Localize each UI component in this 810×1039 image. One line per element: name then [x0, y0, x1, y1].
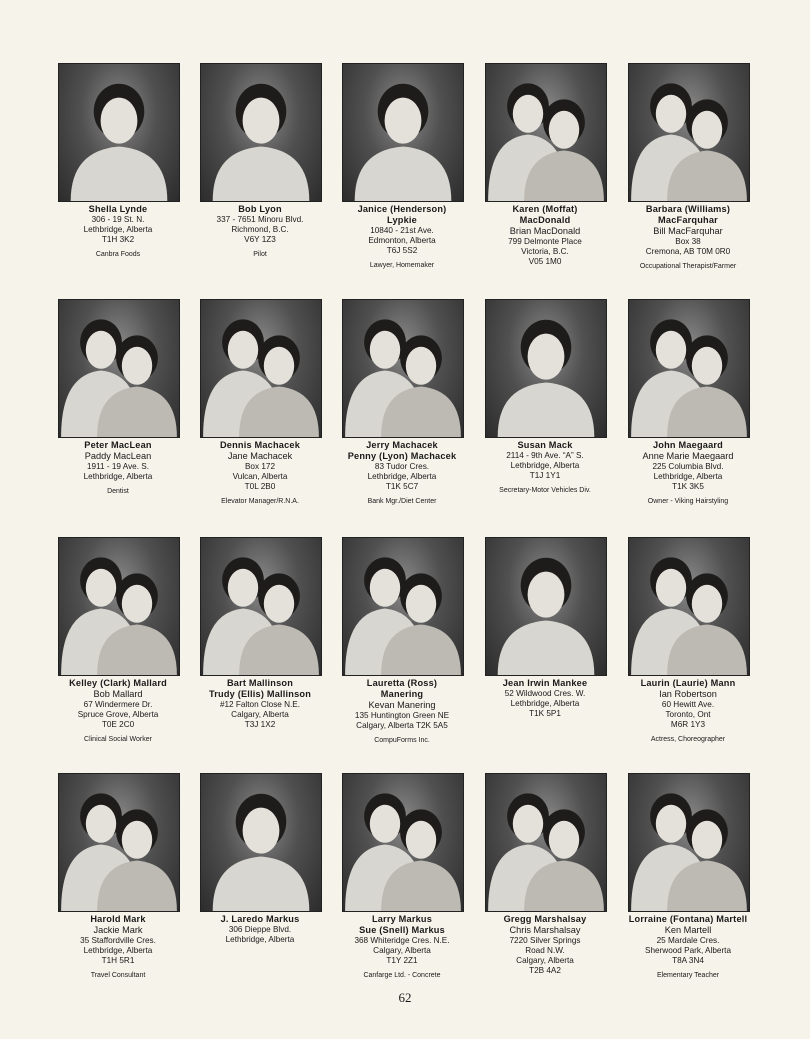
portrait-photo [58, 537, 180, 676]
address-line: Lethbridge, Alberta [83, 225, 153, 234]
portrait-photo [58, 63, 180, 202]
address-line: 2114 - 9th Ave. “A” S. [506, 451, 584, 460]
person-entry [613, 678, 763, 744]
person-entry [470, 678, 620, 719]
spouse-name: Paddy MacLean [84, 451, 152, 461]
portrait-photo [485, 537, 607, 676]
occupation: Elementary Teacher [656, 972, 720, 979]
portrait-photo [342, 63, 464, 202]
spouse-name: Kevan Manering [368, 700, 436, 710]
occupation: Lawyer, Homemaker [369, 262, 435, 269]
address-line: 52 Wildwood Cres. W. [504, 689, 586, 698]
spouse-name: Bob Mallard [93, 689, 143, 699]
occupation: Elevator Manager/R.N.A. [221, 498, 299, 505]
person-name: Manering [380, 689, 424, 699]
person-entry [43, 440, 193, 496]
occupation: Actress, Choreographer [650, 736, 726, 743]
portrait-photo [200, 773, 322, 912]
spouse-name: Anne Marie Maegaard [642, 451, 734, 461]
address-line: Lethbridge, Alberta [83, 946, 153, 955]
person-name: Harold Mark [90, 914, 146, 924]
person-entry [613, 204, 763, 271]
address-line: T6J 5S2 [386, 246, 418, 255]
address-line: 83 Tudor Cres. [374, 462, 430, 471]
address-line: T1K 3K5 [672, 482, 704, 491]
person-name: Laurin (Laurie) Mann [640, 678, 736, 688]
portrait-photo [200, 63, 322, 202]
person-name: Karen (Moffat) [512, 204, 578, 214]
person-name: Bob Lyon [238, 204, 282, 214]
person-entry [327, 440, 477, 506]
address-line: T8A 3N4 [672, 956, 704, 965]
address-line: Richmond, B.C. [231, 225, 289, 234]
person-name: Peter MacLean [84, 440, 152, 450]
address-line: Calgary, Alberta T2K 5A5 [356, 721, 448, 730]
person-name: Jerry Machacek [366, 440, 438, 450]
address-line: Box 38 [675, 237, 701, 246]
person-name: Sue (Snell) Markus [359, 925, 445, 935]
person-name: Gregg Marshalsay [503, 914, 587, 924]
address-line: 35 Staffordville Cres. [80, 936, 156, 945]
address-line: Cremona, AB T0M 0R0 [645, 247, 731, 256]
address-line: 1911 - 19 Ave. S. [86, 462, 150, 471]
address-line: T0E 2C0 [101, 720, 135, 729]
portrait-photo [200, 537, 322, 676]
occupation: Dentist [107, 488, 129, 495]
person-name: J. Laredo Markus [220, 914, 300, 924]
address-line: T1K 5C7 [385, 482, 419, 491]
portrait-photo [342, 537, 464, 676]
portrait-photo [58, 299, 180, 438]
person-entry [43, 678, 193, 744]
person-entry [43, 914, 193, 980]
occupation: Occupational Therapist/Farmer [639, 263, 737, 270]
page-number: 62 [398, 990, 412, 1005]
address-line: 67 Windermere Dr. [83, 700, 153, 709]
portrait-photo [628, 773, 750, 912]
person-entry [327, 204, 477, 270]
person-entry [185, 914, 335, 945]
address-line: Lethbridge, Alberta [653, 472, 723, 481]
address-line: 25 Mardale Cres. [656, 936, 720, 945]
person-name: John Maegaard [653, 440, 723, 450]
address-line: T2B 4A2 [529, 966, 561, 975]
spouse-name: Jackie Mark [93, 925, 143, 935]
person-entry [470, 914, 620, 976]
person-name: MacFarquhar [658, 215, 718, 225]
address-line: T1H 5R1 [101, 956, 135, 965]
portrait-photo [485, 299, 607, 438]
portrait-photo [485, 773, 607, 912]
address-line: 306 Dieppe Blvd. [228, 925, 292, 934]
address-line: T0L 2B0 [244, 482, 276, 491]
person-name: Penny (Lyon) Machacek [347, 451, 457, 461]
person-name: Lauretta (Ross) [366, 678, 438, 688]
portrait-photo [628, 299, 750, 438]
address-line: Calgary, Alberta [373, 946, 431, 955]
person-entry [185, 440, 335, 506]
spouse-name: Brian MacDonald [509, 226, 581, 236]
address-line: Lethbridge, Alberta [510, 461, 580, 470]
address-line: Toronto, Ont [665, 710, 711, 719]
occupation: Owner - Viking Hairstyling [647, 498, 729, 505]
person-name: Janice (Henderson) [357, 204, 447, 214]
address-line: T1J 1Y1 [529, 471, 561, 480]
portrait-photo [342, 773, 464, 912]
address-line: Vulcan, Alberta [232, 472, 288, 481]
person-name: Trudy (Ellis) Mallinson [208, 689, 312, 699]
address-line: M6R 1Y3 [670, 720, 706, 729]
address-line: Sherwood Park, Alberta [644, 946, 732, 955]
person-name: Lypkie [387, 215, 417, 225]
address-line: Lethbridge, Alberta [367, 472, 437, 481]
address-line: Calgary, Alberta [231, 710, 289, 719]
address-line: Spruce Grove, Alberta [77, 710, 159, 719]
address-line: 799 Delmonte Place [508, 237, 582, 246]
address-line: Victoria, B.C. [521, 247, 569, 256]
person-entry [327, 914, 477, 980]
person-entry [185, 204, 335, 259]
occupation: CompuForms Inc. [374, 737, 430, 744]
portrait-photo [58, 773, 180, 912]
person-entry [43, 204, 193, 259]
person-name: Larry Markus [371, 914, 433, 924]
person-entry [613, 914, 763, 980]
portrait-photo [485, 63, 607, 202]
person-entry [470, 440, 620, 495]
occupation: Clinical Social Worker [84, 736, 152, 743]
address-line: T3J 1X2 [244, 720, 276, 729]
address-line: #12 Falton Close N.E. [219, 700, 301, 709]
person-entry [327, 678, 477, 745]
address-line: Edmonton, Alberta [368, 236, 436, 245]
person-name: MacDonald [519, 215, 571, 225]
address-line: Lethbridge, Alberta [510, 699, 580, 708]
address-line: 10840 - 21st Ave. [370, 226, 434, 235]
spouse-name: Jane Machacek [227, 451, 293, 461]
address-line: 135 Huntington Green NE [354, 711, 450, 720]
address-line: Lethbridge, Alberta [225, 935, 295, 944]
address-line: 337 - 7651 Minoru Blvd. [216, 215, 304, 224]
occupation: Canbra Foods [95, 251, 141, 258]
spouse-name: Ian Robertson [659, 689, 717, 699]
address-line: Lethbridge, Alberta [83, 472, 153, 481]
person-entry [185, 678, 335, 730]
spouse-name: Chris Marshalsay [509, 925, 581, 935]
address-line: V6Y 1Z3 [244, 235, 276, 244]
address-line: 7220 Silver Springs [509, 936, 581, 945]
address-line: 60 Hewitt Ave. [661, 700, 715, 709]
occupation: Secretary-Motor Vehicles Div. [499, 487, 591, 494]
occupation: Canfarge Ltd. - Concrete [363, 972, 441, 979]
occupation: Travel Consultant [90, 972, 146, 979]
address-line: T1K 5P1 [529, 709, 561, 718]
address-line: T1H 3K2 [101, 235, 135, 244]
address-line: Calgary, Alberta [516, 956, 574, 965]
portrait-photo [342, 299, 464, 438]
person-name: Kelley (Clark) Mallard [69, 678, 167, 688]
occupation: Bank Mgr./Diet Center [367, 498, 437, 505]
person-name: Susan Mack [517, 440, 573, 450]
person-entry [470, 204, 620, 267]
spouse-name: Bill MacFarquhar [653, 226, 723, 236]
person-name: Dennis Machacek [219, 440, 301, 450]
address-line: 368 Whiteridge Cres. N.E. [354, 936, 450, 945]
person-name: Bart Mallinson [226, 678, 294, 688]
address-line: 225 Columbia Blvd. [652, 462, 724, 471]
portrait-photo [200, 299, 322, 438]
person-entry [613, 440, 763, 506]
person-name: Barbara (Williams) [645, 204, 731, 214]
portrait-photo [628, 63, 750, 202]
address-line: 306 - 19 St. N. [91, 215, 145, 224]
portrait-photo [628, 537, 750, 676]
address-line: V05 1M0 [528, 257, 562, 266]
address-line: Box 172 [244, 462, 276, 471]
person-name: Shella Lynde [88, 204, 148, 214]
spouse-name: Ken Martell [664, 925, 712, 935]
person-name: Lorraine (Fontana) Martell [628, 914, 748, 924]
person-name: Jean Irwin Mankee [502, 678, 588, 688]
address-line: T1Y 2Z1 [386, 956, 418, 965]
address-line: Road N.W. [525, 946, 565, 955]
occupation: Pilot [253, 251, 267, 258]
